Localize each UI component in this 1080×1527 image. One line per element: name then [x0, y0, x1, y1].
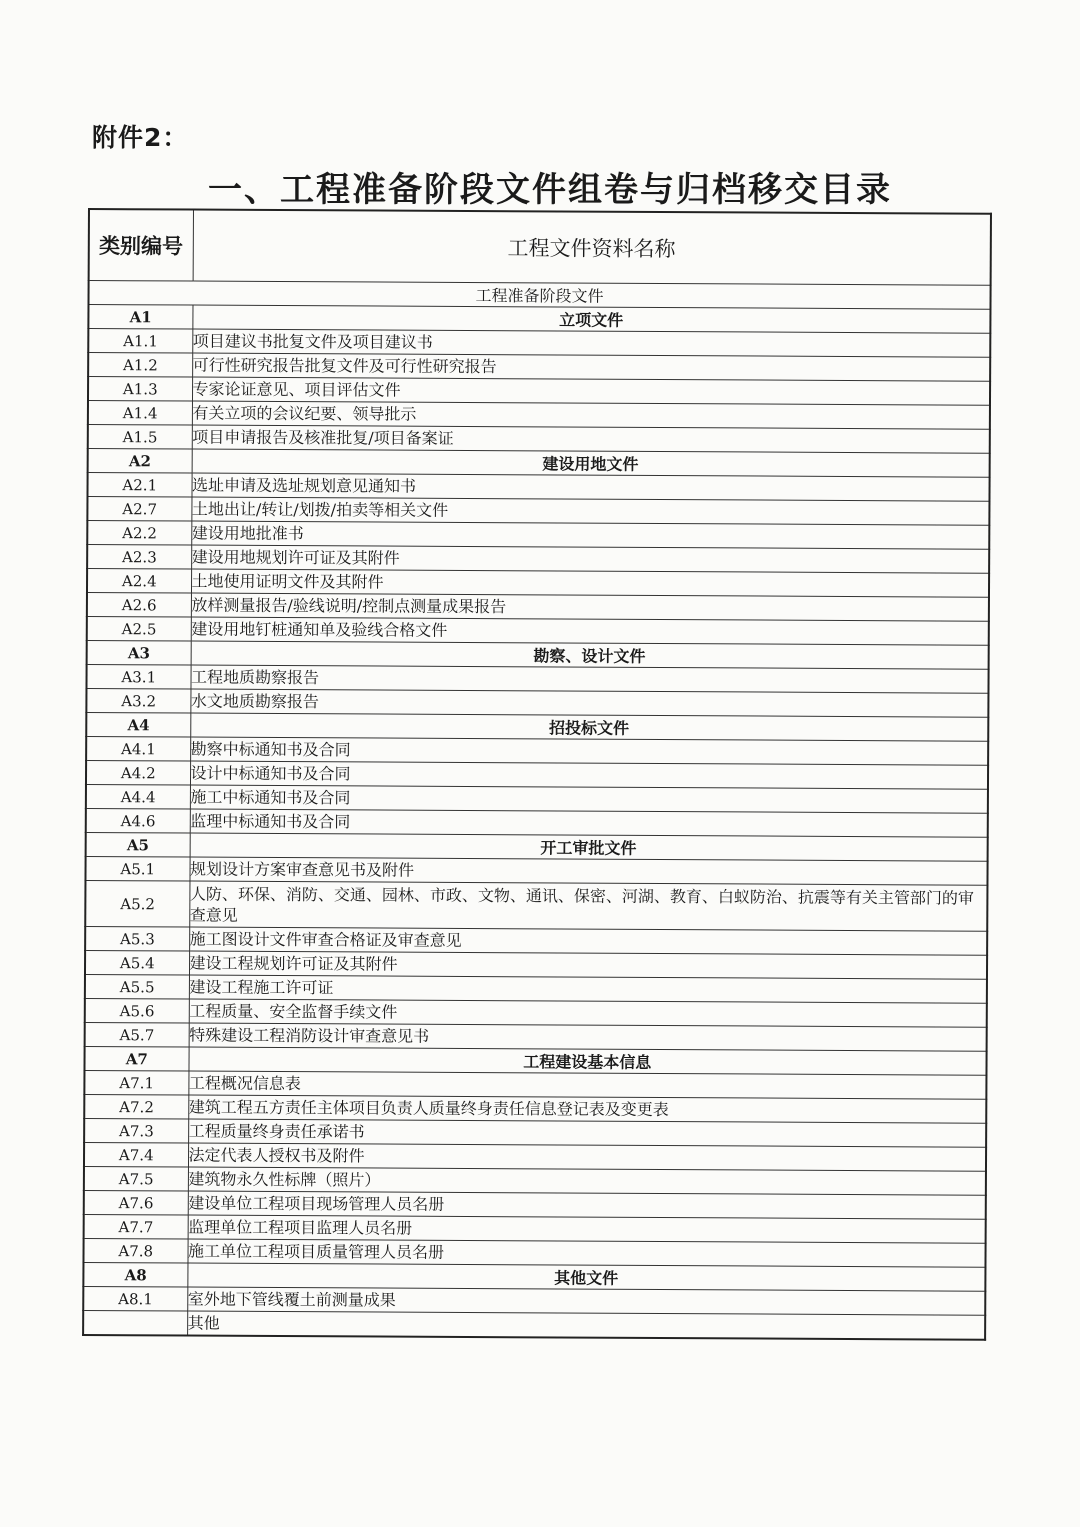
category-code: A5.2 [85, 880, 189, 927]
document-name: 人防、环保、消防、交通、园林、市政、文物、通讯、保密、河湖、教育、白蚁防治、抗震等有关主管部门的审查意见 [189, 881, 987, 931]
category-code: A3.2 [86, 688, 190, 713]
document-name: 土地出让/转让/划拨/拍卖等相关文件 [191, 497, 989, 525]
stage-title: 工程准备阶段文件 [88, 281, 990, 310]
document-name: 施工单位工程项目质量管理人员名册 [187, 1239, 985, 1267]
header-category-code: 类别编号 [89, 209, 193, 281]
document-name: 特殊建设工程消防设计审查意见书 [189, 1023, 987, 1051]
category-code: A7.1 [84, 1070, 188, 1095]
category-name: 招投标文件 [190, 713, 988, 741]
document-name: 规划设计方案审查意见书及附件 [189, 857, 987, 885]
table-row [85, 880, 987, 931]
category-code: A1.2 [88, 353, 192, 378]
document-name: 建设用地批准书 [191, 521, 989, 549]
document-name: 建设用地钉桩通知单及验线合格文件 [191, 617, 989, 645]
category-code: A5.5 [85, 974, 189, 999]
header-document-name: 工程文件资料名称 [193, 210, 991, 286]
document-name: 建设工程施工许可证 [189, 975, 987, 1003]
category-code: A4.2 [86, 760, 190, 785]
document-name: 建设单位工程项目现场管理人员名册 [188, 1191, 986, 1219]
category-code: A2 [88, 449, 192, 474]
category-name: 勘察、设计文件 [191, 641, 989, 669]
document-name: 监理中标通知书及合同 [190, 809, 988, 837]
category-code: A7.2 [84, 1094, 188, 1119]
category-code: A5 [86, 832, 190, 857]
document-name: 工程概况信息表 [188, 1071, 986, 1099]
category-code: A5.6 [85, 998, 189, 1023]
document-title: 一、工程准备阶段文件组卷与归档移交目录 [208, 170, 892, 210]
category-code: A8 [83, 1262, 187, 1287]
document-name: 专家论证意见、项目评估文件 [192, 377, 990, 405]
document-name: 施工中标通知书及合同 [190, 785, 988, 813]
document-name: 其他 [187, 1311, 985, 1340]
category-code: A1 [88, 305, 192, 330]
table-row [83, 1310, 985, 1339]
category-code: A5.4 [85, 950, 189, 975]
document-name: 项目申请报告及核准批复/项目备案证 [192, 425, 990, 453]
category-code: A7.6 [84, 1190, 188, 1215]
document-name: 设计中标通知书及合同 [190, 761, 988, 789]
document-name: 建设工程规划许可证及其附件 [189, 951, 987, 979]
document-name: 土地使用证明文件及其附件 [191, 569, 989, 597]
attachment-label: 附件2： [92, 123, 189, 152]
category-code: A7 [84, 1046, 188, 1071]
category-code: A5.7 [85, 1022, 189, 1047]
category-code: A2.5 [87, 616, 191, 641]
category-code: A3.1 [86, 664, 190, 689]
category-code: A4 [86, 712, 190, 737]
category-code: A1.5 [88, 425, 192, 450]
category-code: A1.1 [88, 329, 192, 354]
document-name: 放样测量报告/验线说明/控制点测量成果报告 [191, 593, 989, 621]
document-name: 监理单位工程项目监理人员名册 [188, 1215, 986, 1243]
category-code [83, 1310, 187, 1335]
document-name: 建筑工程五方责任主体项目负责人质量终身责任信息登记表及变更表 [188, 1095, 986, 1123]
category-code: A4.6 [86, 808, 190, 833]
document-name: 工程地质勘察报告 [190, 665, 988, 693]
document-name: 建筑物永久性标牌（照片） [188, 1167, 986, 1195]
category-code: A4.4 [86, 784, 190, 809]
category-name: 工程建设基本信息 [188, 1047, 986, 1075]
category-code: A2.4 [87, 569, 191, 594]
category-code: A2.6 [87, 592, 191, 617]
document-name: 工程质量终身责任承诺书 [188, 1119, 986, 1147]
category-name: 建设用地文件 [192, 449, 990, 477]
document-name: 建设用地规划许可证及其附件 [191, 545, 989, 573]
category-code: A2.7 [87, 497, 191, 522]
document-name: 法定代表人授权书及附件 [188, 1143, 986, 1171]
category-code: A2.1 [87, 473, 191, 498]
category-code: A8.1 [83, 1286, 187, 1311]
category-name: 开工审批文件 [190, 833, 988, 861]
category-code: A2.3 [87, 545, 191, 570]
document-name: 可行性研究报告批复文件及可行性研究报告 [192, 353, 990, 381]
category-code: A1.4 [88, 401, 192, 426]
document-name: 工程质量、安全监督手续文件 [189, 999, 987, 1027]
category-code: A5.1 [85, 856, 189, 881]
category-code: A3 [87, 640, 191, 665]
category-code: A7.7 [84, 1214, 188, 1239]
category-code: A1.3 [88, 377, 192, 402]
category-name: 其他文件 [187, 1263, 985, 1291]
category-name: 立项文件 [192, 305, 990, 333]
document-name: 选址申请及选址规划意见通知书 [191, 473, 989, 501]
document-name: 施工图设计文件审查合格证及审查意见 [189, 927, 987, 955]
category-code: A5.3 [85, 926, 189, 951]
document-name: 项目建议书批复文件及项目建议书 [192, 329, 990, 357]
document-name: 有关立项的会议纪要、领导批示 [192, 401, 990, 429]
category-code: A4.1 [86, 736, 190, 761]
category-code: A2.2 [87, 521, 191, 546]
document-name: 勘察中标通知书及合同 [190, 737, 988, 765]
category-code: A7.8 [83, 1238, 187, 1263]
document-name: 室外地下管线覆土前测量成果 [187, 1287, 985, 1315]
category-code: A7.4 [84, 1142, 188, 1167]
archive-catalog-table [82, 208, 992, 1341]
category-code: A7.5 [84, 1166, 188, 1191]
table-header-row [89, 209, 991, 285]
category-code: A7.3 [84, 1118, 188, 1143]
document-name: 水文地质勘察报告 [190, 689, 988, 717]
table-body [83, 281, 991, 1340]
